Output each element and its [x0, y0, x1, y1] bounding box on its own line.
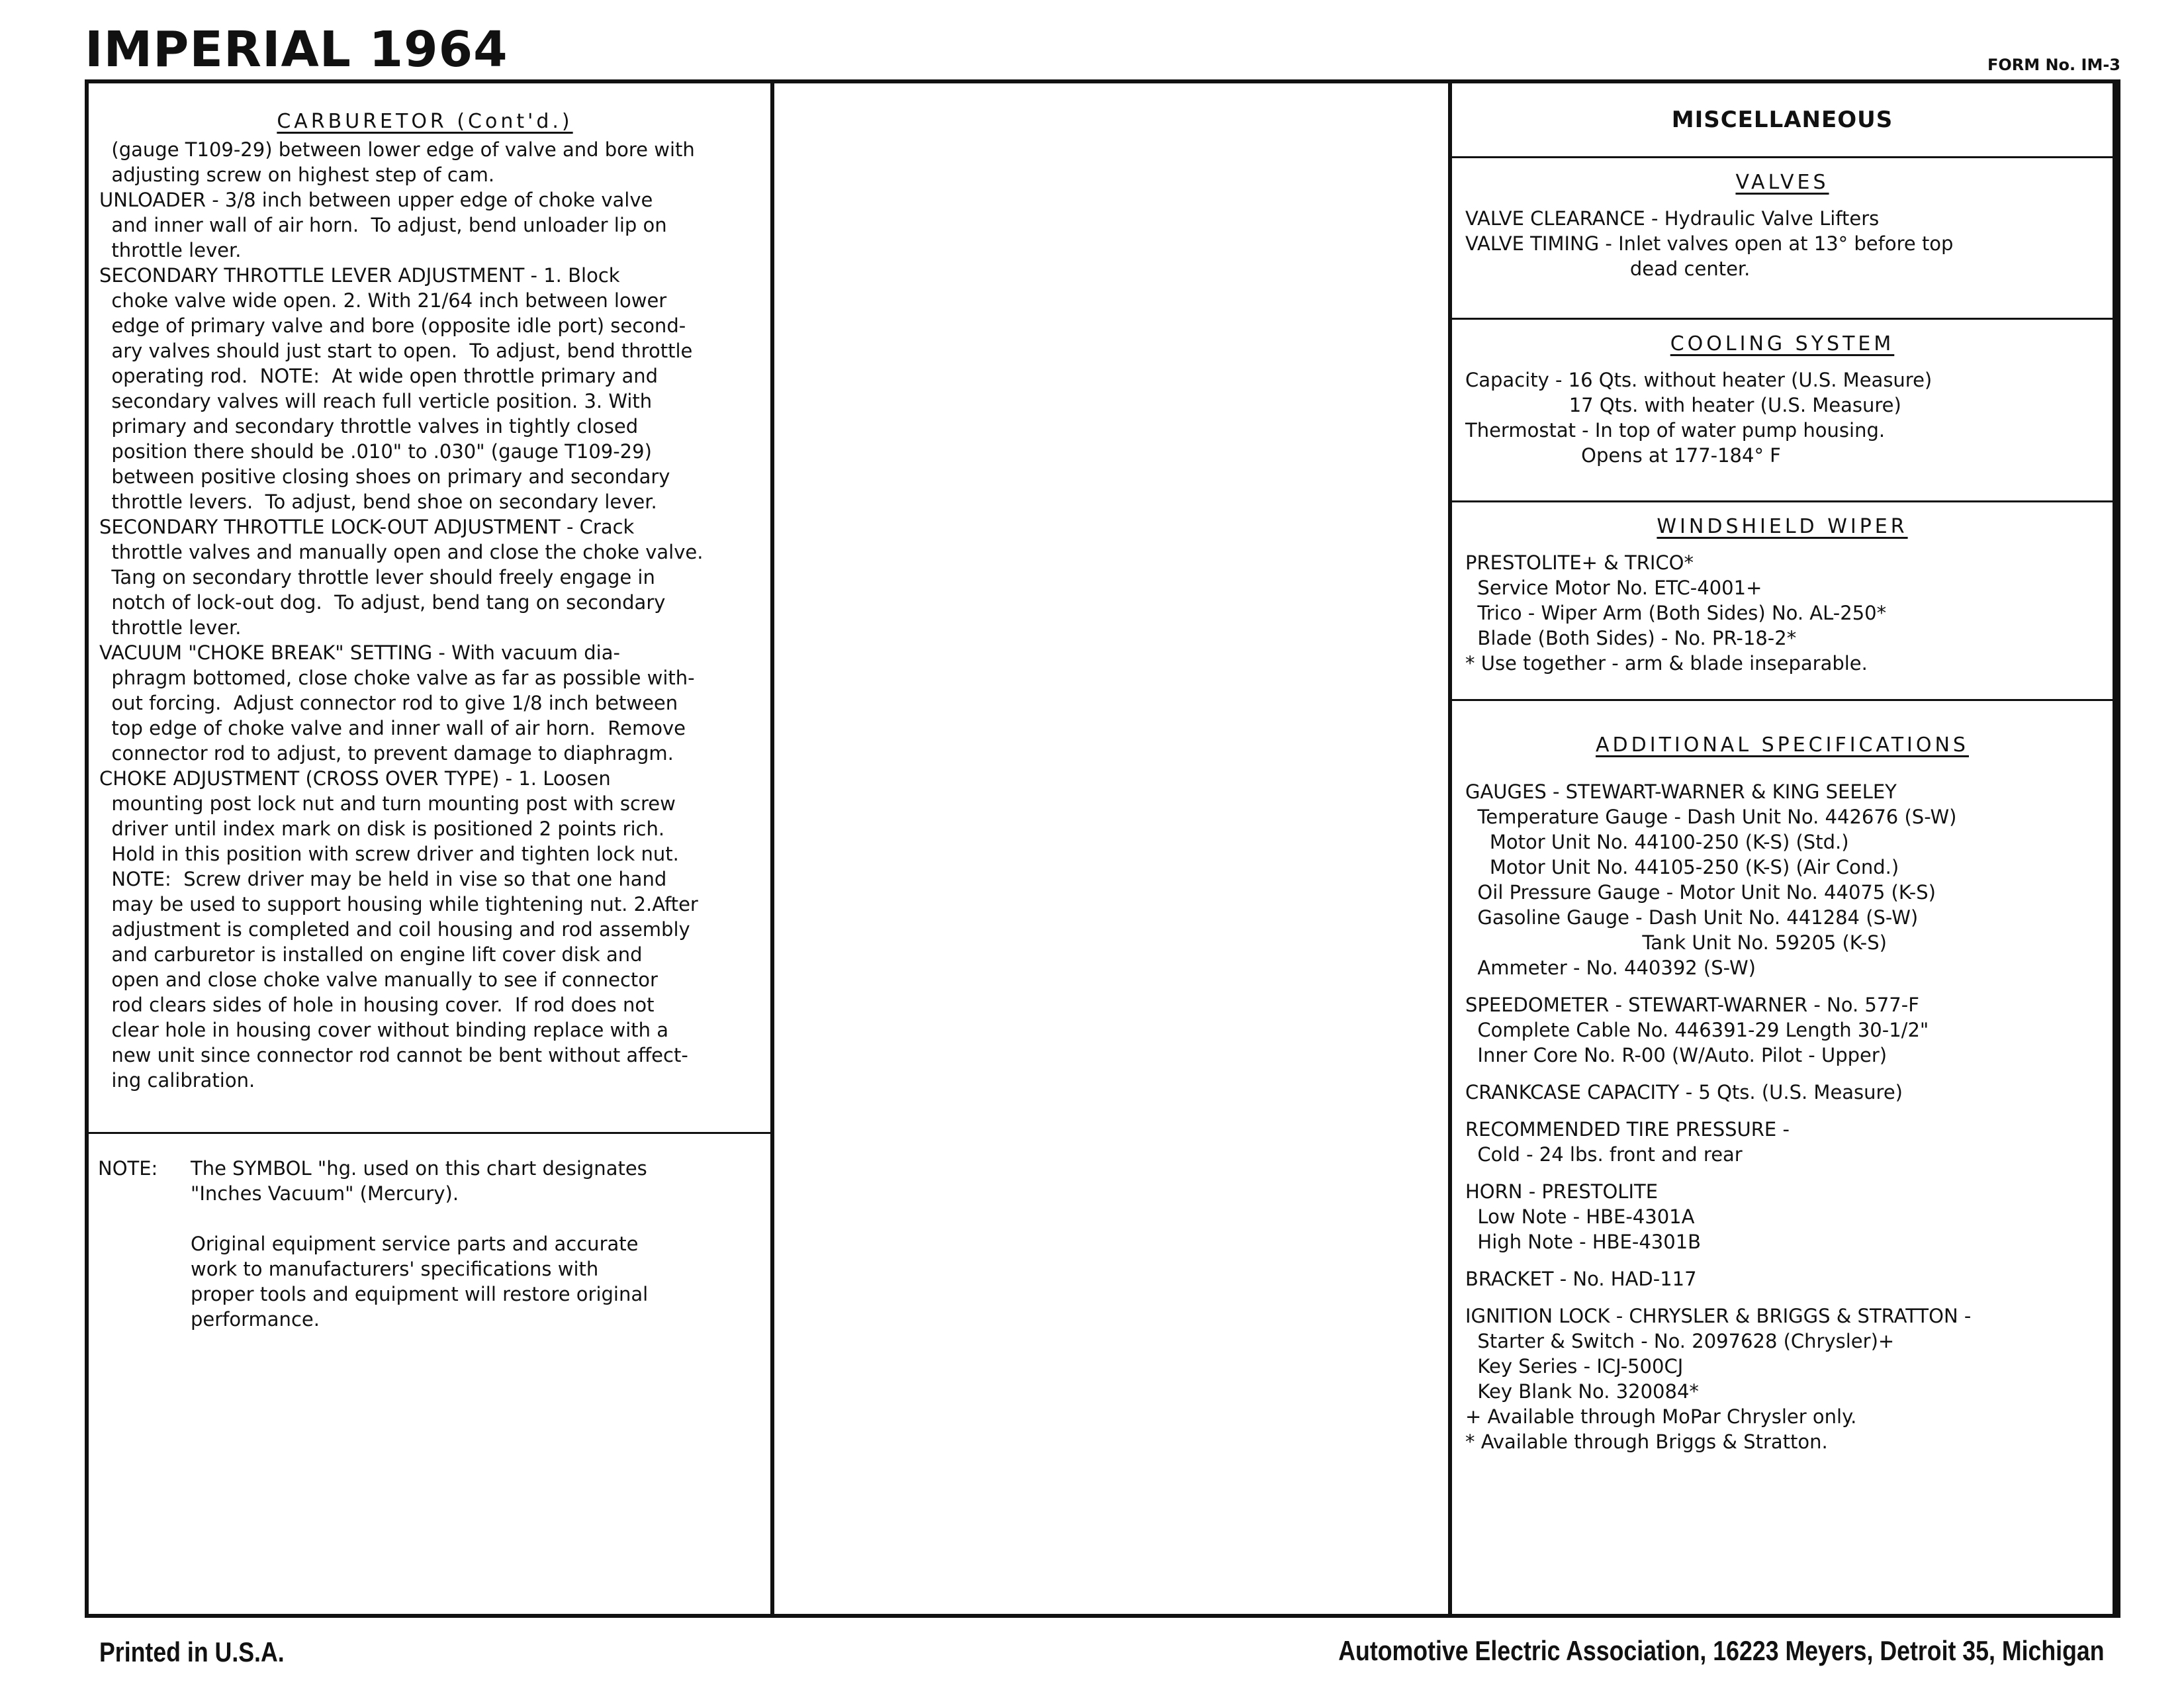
ignition-lock-spec: IGNITION LOCK - CHRYSLER & BRIGGS & STRATTON - Starter & Switch - No. 2097628 (Chrysler)+ Key Series - ICJ-500CJ Key Blank No. 320084* + Available through MoPar Chrysler only. * Available through Briggs & Stratton.: [1465, 1305, 1972, 1453]
additional-specifications-title: ADDITIONAL SPECIFICATIONS: [1596, 733, 1969, 757]
cooling-system-text: Capacity - 16 Qts. without heater (U.S. Measure) 17 Qts. with heater (U.S. Measure) Thermostat - In top of water pump housing. Opens at 177-184° F: [1465, 369, 1933, 467]
carburetor-line: throttle levers. To adjust, bend shoe on secondary lever.: [99, 491, 657, 513]
carburetor-line: adjustment is completed and coil housing and rod assembly: [99, 918, 690, 941]
carburetor-line: connector rod to adjust, to prevent damage to diaphragm.: [99, 742, 674, 765]
gauges-spec: GAUGES - STEWART-WARNER & KING SEELEY Temperature Gauge - Dash Unit No. 442676 (S-W) Motor Unit No. 44100-250 (K-S) (Std.) Motor Unit No. 44105-250 (K-S) (Air Cond.) Oil Pressure Gauge - Motor Unit No. 44075 (K-S) Gasoline Gauge - Dash Unit No. 441284 (S-W) Tank Unit No. 59205 (K-S) Ammeter - No. 440392 (S-W): [1465, 780, 1957, 979]
carburetor-line: ing calibration.: [99, 1069, 255, 1092]
right-column: [1448, 83, 2116, 1614]
carburetor-line: and inner wall of air horn. To adjust, bend unloader lip on: [99, 214, 667, 236]
carburetor-line: SECONDARY THROTTLE LOCK-OUT ADJUSTMENT - Crack: [99, 516, 635, 538]
carburetor-line: mounting post lock nut and turn mounting post with screw: [99, 792, 676, 815]
form-number: FORM No. IM-3: [1987, 56, 2120, 74]
carburetor-line: primary and secondary throttle valves in tightly closed: [99, 415, 639, 438]
spec-sheet-frame: [85, 79, 2120, 1618]
note-symbol-text: The SYMBOL "hg. used on this chart designates "Inches Vacuum" (Mercury).: [191, 1157, 647, 1205]
tire-pressure-spec: RECOMMENDED TIRE PRESSURE - Cold - 24 lbs. front and rear: [1465, 1118, 1790, 1166]
carburetor-section: [99, 110, 761, 1093]
carburetor-line: and carburetor is installed on engine lift cover disk and: [99, 943, 643, 966]
carburetor-line: choke valve wide open. 2. With 21/64 inch between lower: [99, 289, 667, 312]
carburetor-line: throttle lever.: [99, 616, 242, 639]
cooling-system-section: [1452, 318, 2113, 502]
carburetor-line: throttle valves and manually open and close the choke valve.: [99, 541, 704, 563]
footer-publisher: Automotive Electric Association, 16223 Meyers, Detroit 35, Michigan: [1338, 1635, 2105, 1666]
carburetor-line: notch of lock-out dog. To adjust, bend tang on secondary: [99, 591, 666, 614]
carburetor-line: Hold in this position with screw driver and tighten lock nut.: [99, 843, 679, 865]
valves-title: VALVES: [1735, 171, 1829, 194]
carburetor-line: ary valves should just start to open. To adjust, bend throttle: [99, 340, 693, 362]
note-label: NOTE:: [98, 1157, 158, 1180]
carburetor-line: VACUUM "CHOKE BREAK" SETTING - With vacuum dia-: [99, 641, 620, 664]
carburetor-line: top edge of choke valve and inner wall of air horn. Remove: [99, 717, 686, 739]
divider: [89, 1132, 770, 1134]
note-section: [98, 1156, 760, 1332]
carburetor-line: driver until index mark on disk is positioned 2 points rich.: [99, 818, 665, 840]
crankcase-spec: CRANKCASE CAPACITY - 5 Qts. (U.S. Measure): [1465, 1081, 1903, 1103]
carburetor-line: position there should be .010" to .030" (gauge T109-29): [99, 440, 652, 463]
carburetor-line: Tang on secondary throttle lever should freely engage in: [99, 566, 655, 588]
carburetor-line: edge of primary valve and bore (opposite idle port) second-: [99, 314, 686, 337]
note-original-parts-text: Original equipment service parts and accurate work to manufacturers' specifications with proper tools and equipment will restore original performance.: [191, 1233, 649, 1331]
carburetor-line: between positive closing shoes on primary and secondary: [99, 465, 670, 488]
carburetor-line: new unit since connector rod cannot be bent without affect-: [99, 1044, 688, 1066]
carburetor-title: CARBURETOR (Cont'd.): [277, 110, 573, 133]
miscellaneous-title: MISCELLANEOUS: [1671, 107, 1893, 133]
carburetor-line: secondary valves will reach full verticle position. 3. With: [99, 390, 653, 412]
carburetor-text: [99, 137, 761, 1093]
carburetor-line: UNLOADER - 3/8 inch between upper edge of choke valve: [99, 189, 653, 211]
windshield-wiper-text: PRESTOLITE+ & TRICO* Service Motor No. ETC-4001+ Trico - Wiper Arm (Both Sides) No. AL-250* Blade (Both Sides) - No. PR-18-2* * Use together - arm & blade inseparable.: [1465, 551, 1887, 675]
carburetor-line: adjusting screw on highest step of cam.: [99, 164, 495, 186]
carburetor-line: NOTE: Screw driver may be held in vise so that one hand: [99, 868, 667, 890]
additional-specifications-section: [1452, 699, 2113, 1619]
carburetor-line: operating rod. NOTE: At wide open throttle primary and: [99, 365, 659, 387]
carburetor-line: may be used to support housing while tightening nut. 2.After: [99, 893, 698, 915]
valves-section: [1452, 156, 2113, 320]
carburetor-line: CHOKE ADJUSTMENT (CROSS OVER TYPE) - 1. Loosen: [99, 767, 611, 790]
miscellaneous-header: [1452, 83, 2113, 158]
middle-column-blank: [774, 83, 1436, 1614]
footer-printed-in: Printed in U.S.A.: [99, 1636, 285, 1667]
carburetor-line: SECONDARY THROTTLE LEVER ADJUSTMENT - 1. Block: [99, 264, 620, 287]
valves-text: VALVE CLEARANCE - Hydraulic Valve Lifters VALVE TIMING - Inlet valves open at 13° before top dead center.: [1465, 207, 1954, 280]
speedometer-spec: SPEEDOMETER - STEWART-WARNER - No. 577-F Complete Cable No. 446391-29 Length 30-1/2" Inner Core No. R-00 (W/Auto. Pilot - Upper): [1465, 994, 1929, 1066]
carburetor-line: phragm bottomed, close choke valve as far as possible with-: [99, 667, 695, 689]
left-column: [89, 83, 774, 1614]
carburetor-line: open and close choke valve manually to see if connector: [99, 968, 658, 991]
carburetor-line: throttle lever.: [99, 239, 242, 261]
windshield-wiper-title: WINDSHIELD WIPER: [1657, 515, 1908, 538]
carburetor-line: out forcing. Adjust connector rod to give 1/8 inch between: [99, 692, 678, 714]
carburetor-line: rod clears sides of hole in housing cover. If rod does not: [99, 994, 655, 1016]
cooling-system-title: COOLING SYSTEM: [1670, 332, 1895, 355]
horn-spec: HORN - PRESTOLITE Low Note - HBE-4301A High Note - HBE-4301B: [1465, 1180, 1702, 1253]
carburetor-line: clear hole in housing cover without binding replace with a: [99, 1019, 669, 1041]
bracket-spec: BRACKET - No. HAD-117: [1465, 1268, 1697, 1290]
page-title: IMPERIAL 1964: [85, 21, 508, 78]
carburetor-line: (gauge T109-29) between lower edge of valve and bore with: [99, 138, 695, 161]
windshield-wiper-section: [1452, 500, 2113, 701]
